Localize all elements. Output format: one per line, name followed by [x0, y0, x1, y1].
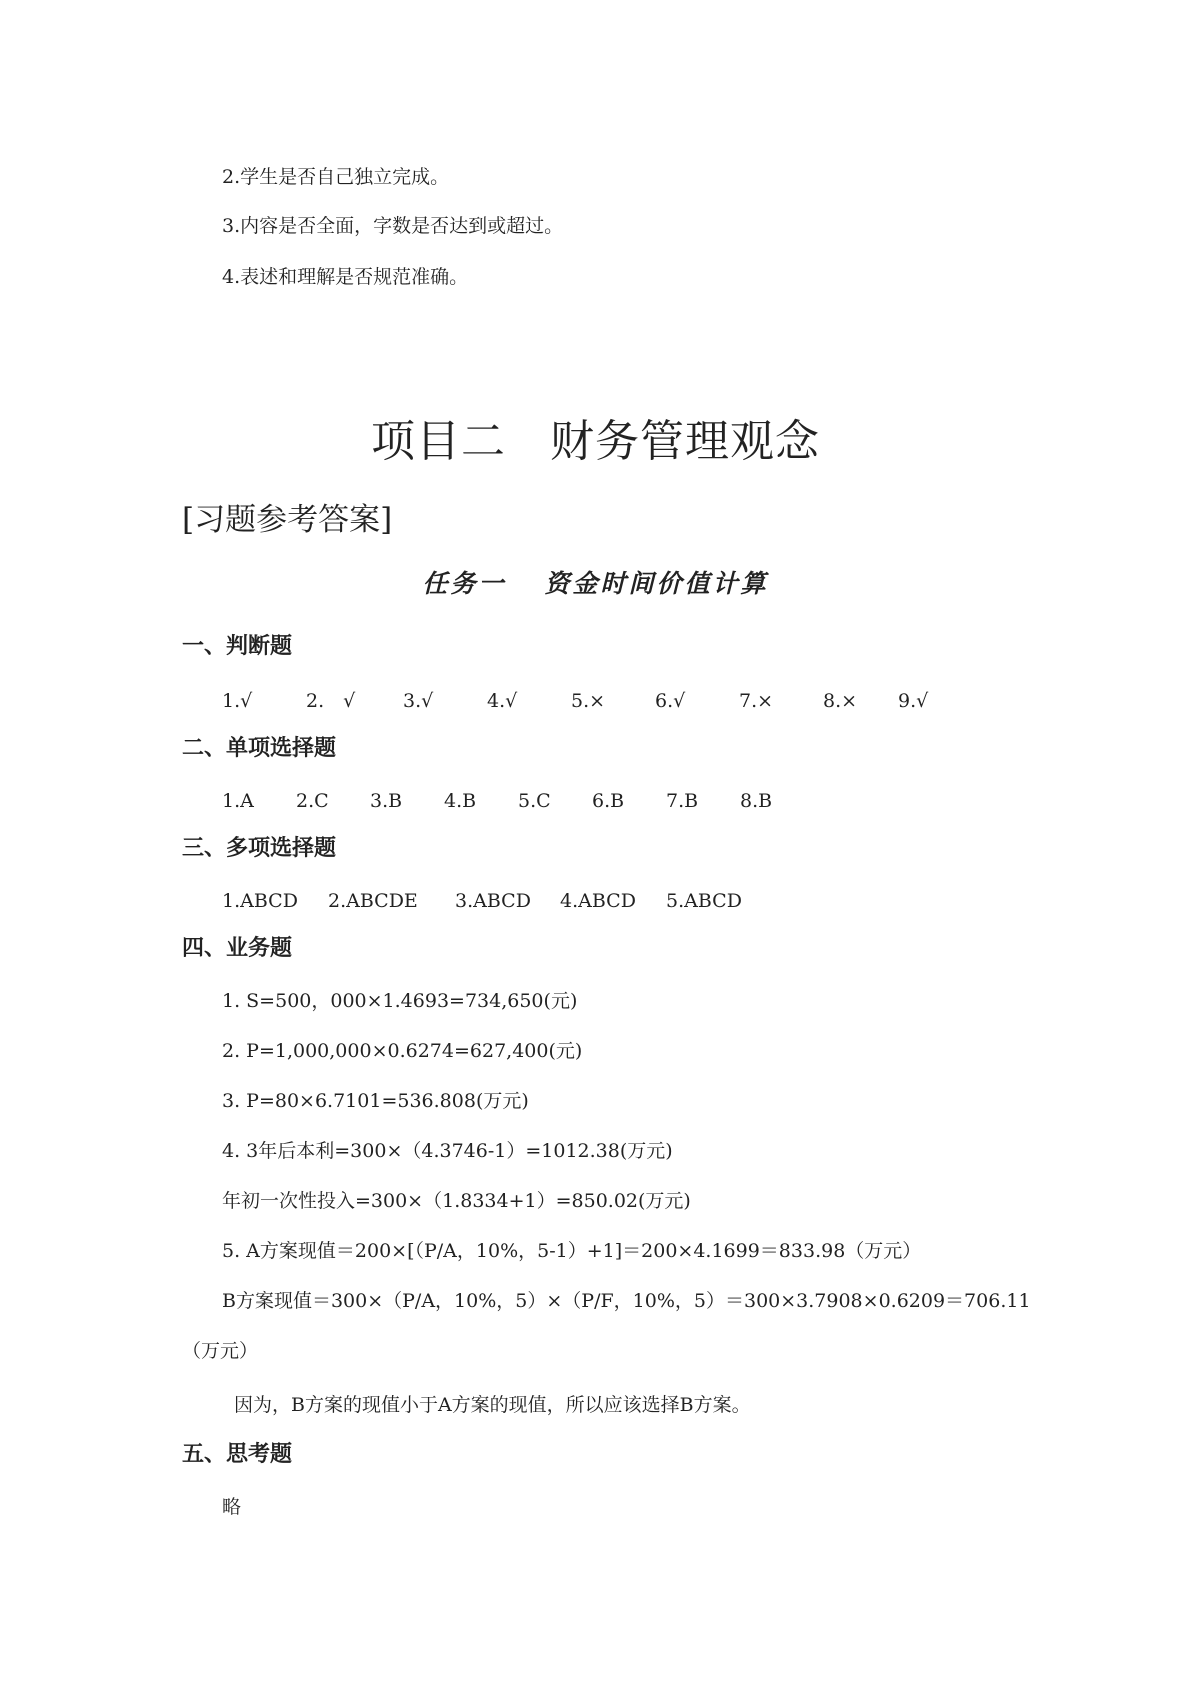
thinking-answer: 略	[222, 1496, 242, 1518]
section-multi-choice-heading: 三、多项选择题	[182, 836, 337, 861]
single-choice-answer: 7.B	[666, 790, 699, 812]
section-business-heading: 四、业务题	[182, 936, 293, 961]
section-thinking-heading: 五、思考题	[182, 1442, 293, 1467]
single-choice-answer: 4.B	[444, 790, 477, 812]
business-line: 1. S=500，000×1.4693=734,650(元)	[222, 990, 578, 1012]
business-line: 3. P=80×6.7101=536.808(万元)	[222, 1090, 529, 1112]
single-choice-answer: 5.C	[518, 790, 551, 812]
task-title	[0, 567, 1191, 601]
single-choice-answer: 8.B	[740, 790, 773, 812]
judgment-answer: 5.×	[571, 690, 606, 712]
answers-header: [习题参考答案]	[182, 502, 393, 538]
judgment-answer: 2. √	[306, 690, 356, 712]
business-line: （万元）	[182, 1340, 259, 1362]
multi-choice-answer: 3.ABCD	[455, 890, 531, 912]
criteria-item-4: 4.表述和理解是否规范准确。	[222, 266, 469, 288]
business-line: 5. A方案现值＝200×[（P/A，10%，5-1）+1]＝200×4.1699＝833.98（万元）	[222, 1240, 922, 1262]
multi-choice-answer: 5.ABCD	[666, 890, 742, 912]
task-title-number: 任务一	[422, 569, 507, 598]
project-title-name: 财务管理观念	[550, 416, 820, 467]
single-choice-answer: 6.B	[592, 790, 625, 812]
section-judgment-heading: 一、判断题	[182, 634, 293, 659]
multi-choice-answer: 4.ABCD	[560, 890, 636, 912]
project-title-number: 项目二	[371, 416, 506, 467]
judgment-answer: 7.×	[739, 690, 774, 712]
business-line: 4. 3年后本利=300×（4.3746-1）=1012.38(万元)	[222, 1140, 673, 1162]
judgment-answer: 9.√	[898, 690, 929, 712]
task-title-name: 资金时间价值计算	[544, 569, 769, 598]
business-conclusion: 因为，B方案的现值小于A方案的现值，所以应该选择B方案。	[234, 1394, 751, 1416]
single-choice-answer: 3.B	[370, 790, 403, 812]
business-line: 2. P=1,000,000×0.6274=627,400(元)	[222, 1040, 583, 1062]
judgment-answer: 8.×	[823, 690, 858, 712]
judgment-answer: 6.√	[655, 690, 686, 712]
criteria-item-2: 2.学生是否自己独立完成。	[222, 166, 450, 188]
multi-choice-answer: 1.ABCD	[222, 890, 298, 912]
criteria-item-3: 3.内容是否全面，字数是否达到或超过。	[222, 215, 564, 237]
business-line: B方案现值＝300×（P/A，10%，5）×（P/F，10%，5）＝300×3.7908×0.6209＝706.11	[222, 1290, 1031, 1312]
single-choice-answer: 1.A	[222, 790, 254, 812]
judgment-answer: 1.√	[222, 690, 253, 712]
business-line: 年初一次性投入=300×（1.8334+1）=850.02(万元)	[222, 1190, 691, 1212]
judgment-answer: 4.√	[487, 690, 518, 712]
judgment-answer: 3.√	[403, 690, 434, 712]
single-choice-answer: 2.C	[296, 790, 329, 812]
multi-choice-answer: 2.ABCDE	[328, 890, 418, 912]
project-title	[0, 414, 1191, 470]
section-single-choice-heading: 二、单项选择题	[182, 736, 337, 761]
